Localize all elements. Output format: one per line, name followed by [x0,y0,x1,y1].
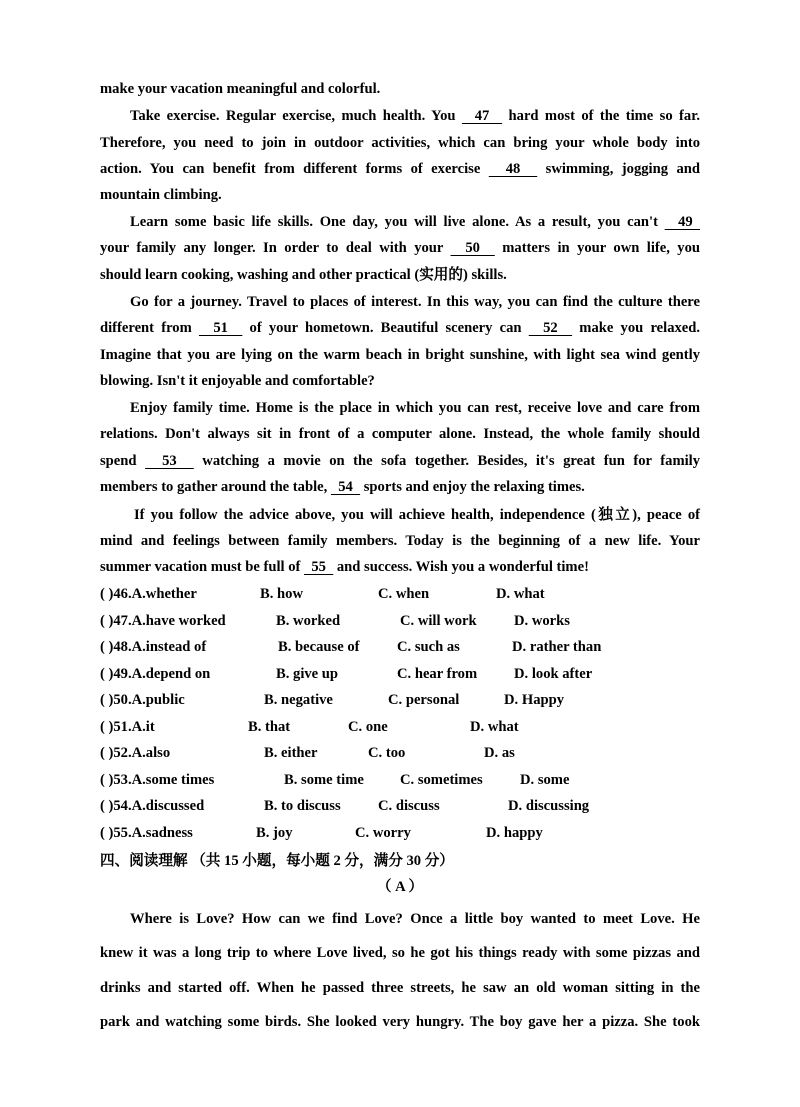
passage-text: make you relaxed. [572,320,701,336]
blank-54[interactable]: 54 [330,479,361,495]
question-number[interactable]: ( )54.A.discussed [100,798,205,814]
option-d[interactable]: D. what [496,586,545,602]
passage-line [100,368,700,394]
passage-line [100,262,700,288]
blank-49[interactable]: 49 [664,214,700,230]
passage-text: Enjoy family time. Home is the place in which you can rest, receive love and care from [130,400,700,416]
option-c[interactable]: C. too [368,745,406,761]
option-b[interactable]: B. some time [284,772,364,788]
blank-51[interactable]: 51 [198,320,243,336]
option-d[interactable]: D. rather than [512,639,602,655]
option-b[interactable]: B. joy [256,825,293,841]
option-b[interactable]: B. that [248,719,291,735]
option-c[interactable]: C. one [348,719,388,735]
passage-text: Learn some basic life skills. One day, you will live alone. As a result, you can't [130,214,665,230]
option-b[interactable]: B. either [264,745,318,761]
passage-text: Take exercise. Regular exercise, much health. You [130,108,462,124]
option-c[interactable]: C. hear from [397,666,478,682]
reading-line [100,1009,700,1035]
option-d[interactable]: D. discussing [508,798,590,814]
option-d[interactable]: D. as [484,745,515,761]
section-heading: 四、阅读理解 （共 15 小题，每小题 2 分，满分 30 分） [100,853,454,869]
passage-text: mind and feelings between family members. Today is the beginning of a new life. Your [100,533,700,549]
reading-line [100,940,700,966]
passage-text: members to gather around the table, [100,479,331,495]
question-number[interactable]: ( )48.A.instead of [100,639,207,655]
reading-text: knew it was a long trip to where Love lived, so he got his things ready with some pizzas and [100,945,700,961]
option-c[interactable]: C. personal [388,692,460,708]
passage-line [100,130,700,156]
passage-line [100,315,700,341]
passage-text: swimming, jogging and [537,161,701,177]
question-number[interactable]: ( )53.A.some times [100,772,215,788]
option-b[interactable]: B. because of [278,639,360,655]
question-number[interactable]: ( )52.A.also [100,745,171,761]
passage-text: Therefore, you need to join in outdoor activities, which can bring your whole body into [100,135,700,151]
reading-line [100,975,700,1001]
passage-line [100,474,700,500]
reading-text: drinks and started off. When he passed three streets, he saw an old woman sitting in the [100,980,700,996]
option-d[interactable]: D. what [470,719,519,735]
passage-line [100,421,700,447]
passage-line [100,103,700,129]
passage-line [100,395,700,421]
passage-line [100,342,700,368]
passage-line [100,76,700,102]
option-b[interactable]: B. give up [276,666,339,682]
option-b[interactable]: B. negative [264,692,333,708]
question-number[interactable]: ( )49.A.depend on [100,666,211,682]
passage-text: blowing. Isn't it enjoyable and comfortable? [100,373,375,389]
passage-text: of your hometown. Beautiful scenery can [242,320,529,336]
blank-47[interactable]: 47 [461,108,503,124]
passage-text: action. You can benefit from different forms of exercise [100,161,489,177]
passage-text: spend [100,453,146,469]
passage-line [100,528,700,554]
passage-text: mountain climbing. [100,187,222,203]
option-b[interactable]: B. how [260,586,303,602]
passage-text: and success. Wish you a wonderful time! [333,559,589,575]
option-d[interactable]: D. Happy [504,692,565,708]
passage-line [100,289,700,315]
passage-line [100,502,700,528]
passage-text: Imagine that you are lying on the warm beach in bright sunshine, with light sea wind gently [100,347,700,363]
passage-text: different from [100,320,199,336]
option-d[interactable]: D. some [520,772,570,788]
option-d[interactable]: D. works [514,613,570,629]
blank-50[interactable]: 50 [450,240,495,256]
reading-text: Where is Love? How can we find Love? Once a little boy wanted to meet Love. He [130,911,700,927]
question-number[interactable]: ( )50.A.public [100,692,185,708]
reading-line [100,906,700,932]
option-d[interactable]: D. happy [486,825,543,841]
blank-53[interactable]: 53 [145,453,194,469]
question-number[interactable]: ( )47.A.have worked [100,613,226,629]
passage-text: make your vacation meaningful and colorful. [100,81,381,97]
question-number[interactable]: ( )55.A.sadness [100,825,193,841]
option-c[interactable]: C. worry [355,825,411,841]
passage-text: watching a movie on the sofa together. Besides, it's great fun for family [193,453,701,469]
passage-label: （ A ） [376,879,424,895]
blank-48[interactable]: 48 [488,161,538,177]
option-c[interactable]: C. will work [400,613,477,629]
passage-text: Go for a journey. Travel to places of interest. In this way, you can find the culture there [130,294,700,310]
reading-text: park and watching some birds. She looked very hungry. The boy gave her a pizza. She took [100,1014,700,1030]
option-b[interactable]: B. to discuss [264,798,341,814]
question-number[interactable]: ( )46.A.whether [100,586,197,602]
passage-text: your family any longer. In order to deal with your [100,240,451,256]
option-c[interactable]: C. when [378,586,430,602]
passage-line [100,554,700,580]
option-b[interactable]: B. worked [276,613,341,629]
passage-line [100,156,700,182]
passage-line [100,448,700,474]
passage-text: should learn cooking, washing and other practical (实用的) skills. [100,267,507,283]
blank-55[interactable]: 55 [304,559,334,575]
option-d[interactable]: D. look after [514,666,593,682]
blank-52[interactable]: 52 [528,320,573,336]
option-c[interactable]: C. sometimes [400,772,483,788]
passage-line [100,209,700,235]
passage-text: summer vacation must be full of [100,559,305,575]
passage-line [100,235,700,261]
passage-text: matters in your own life, you [494,240,701,256]
passage-text: hard most of the time so far. [502,108,701,124]
passage-text: relations. Don't always sit in front of a computer alone. Instead, the whole family should [100,426,700,442]
passage-text: If you follow the advice above, you will achieve health, independence (独立), peace of [134,507,700,523]
passage-line [100,182,700,208]
passage-text: sports and enjoy the relaxing times. [360,479,585,495]
option-c[interactable]: C. discuss [378,798,440,814]
question-number[interactable]: ( )51.A.it [100,719,155,735]
option-c[interactable]: C. such as [397,639,460,655]
